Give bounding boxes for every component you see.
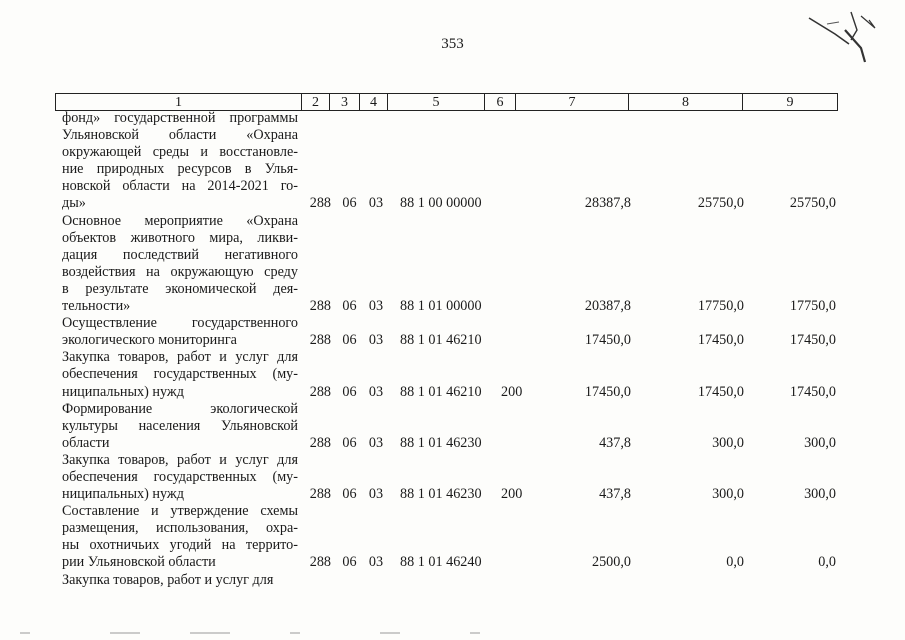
row-name-line: воздействия на окружающую среду: [62, 263, 298, 280]
cell-amount-col9: 17450,0: [789, 383, 836, 400]
row-name-line: ниципальных) нужд: [62, 383, 184, 400]
row-name: [62, 315, 298, 349]
cell-expense-type: 200: [501, 383, 523, 400]
row-name-line: культуры населения Ульяновской: [62, 417, 298, 434]
cell-section: 06: [342, 195, 357, 212]
row-name-line: Ульяновской области «Охрана: [62, 127, 298, 144]
cell-amount-col9: 300,0: [804, 434, 836, 451]
table-row: [62, 315, 837, 349]
row-name-line: рии Ульяновской области: [62, 554, 216, 571]
row-name-line: ниципальных) нужд: [62, 486, 184, 503]
row-name-line: тельности»: [62, 298, 131, 315]
cell-section: 06: [342, 298, 357, 315]
cell-chapter: 288: [309, 298, 331, 315]
cell-amount-col7: 20387,8: [584, 298, 631, 315]
row-name-line: экологического мониторинга: [62, 332, 237, 349]
cell-subsection: 03: [368, 195, 384, 212]
cell-section: 06: [342, 486, 357, 503]
row-name: [62, 213, 298, 316]
cell-subsection: 03: [368, 298, 384, 315]
column-header: 6: [485, 94, 516, 111]
cell-amount-col9: 17450,0: [789, 332, 836, 349]
column-header: 4: [360, 94, 388, 111]
table-row: [62, 572, 837, 589]
cell-amount-col8: 300,0: [712, 434, 744, 451]
row-name-line: Закупка товаров, работ и услуг для: [62, 571, 274, 588]
cell-amount-col9: 300,0: [804, 486, 836, 503]
row-name-line: обеспечения государственных (му-: [62, 366, 298, 383]
row-name: [62, 349, 298, 400]
cell-amount-col8: 17450,0: [697, 332, 744, 349]
row-name-line: Формирование экологической: [62, 400, 298, 417]
handwritten-mark-icon: [805, 10, 885, 65]
cell-amount-col7: 437,8: [599, 486, 631, 503]
table-row: [62, 213, 837, 316]
table-row: [62, 452, 837, 503]
cell-chapter: 288: [309, 332, 331, 349]
row-name-line: в результате экономической дея-: [62, 280, 298, 297]
row-name-line: дация последствий негативного: [62, 246, 298, 263]
row-name-line: Закупка товаров, работ и услуг для: [62, 451, 298, 468]
cell-amount-col7: 437,8: [599, 434, 631, 451]
cell-amount-col9: 0,0: [818, 554, 836, 571]
cell-target-article: 88 1 01 46230: [400, 434, 482, 451]
row-name: [62, 452, 298, 503]
row-name-line: новской области на 2014-2021 го-: [62, 178, 298, 195]
cell-amount-col7: 17450,0: [584, 383, 631, 400]
table-row: [62, 349, 837, 400]
cell-chapter: 288: [309, 554, 331, 571]
column-header-table: [55, 93, 838, 111]
row-name-line: окружающей среды и восстановле-: [62, 144, 298, 161]
page-number: 353: [441, 36, 464, 52]
cell-amount-col8: 0,0: [726, 554, 744, 571]
cell-amount-col9: 25750,0: [789, 195, 836, 212]
cell-target-article: 88 1 01 46210: [400, 383, 482, 400]
cell-target-article: 88 1 01 46210: [400, 332, 482, 349]
column-header-row: [56, 94, 838, 111]
scan-artifact: [0, 632, 905, 634]
column-header: 5: [388, 94, 485, 111]
row-name: [62, 503, 298, 571]
cell-amount-col8: 25750,0: [697, 195, 744, 212]
row-name-line: Основное мероприятие «Охрана: [62, 212, 298, 229]
row-name-line: ны охотничьих угодий на террито-: [62, 537, 298, 554]
row-name-line: обеспечения государственных (му-: [62, 468, 298, 485]
row-name: [62, 110, 298, 213]
table-row: [62, 503, 837, 571]
cell-target-article: 88 1 01 46230: [400, 486, 482, 503]
row-name-line: ние природных ресурсов в Улья-: [62, 161, 298, 178]
cell-target-article: 88 1 00 00000: [400, 195, 482, 212]
cell-chapter: 288: [309, 486, 331, 503]
table-row: [62, 401, 837, 452]
cell-subsection: 03: [368, 332, 384, 349]
row-name: [62, 572, 298, 589]
row-name: [62, 401, 298, 452]
row-name-line: Составление и утверждение схемы: [62, 503, 298, 520]
cell-chapter: 288: [309, 195, 331, 212]
column-header: 1: [56, 94, 302, 111]
cell-amount-col8: 17750,0: [697, 298, 744, 315]
cell-amount-col9: 17750,0: [789, 298, 836, 315]
column-header: 2: [302, 94, 330, 111]
cell-chapter: 288: [309, 383, 331, 400]
cell-amount-col7: 17450,0: [584, 332, 631, 349]
cell-section: 06: [342, 383, 357, 400]
column-header: 9: [743, 94, 838, 111]
cell-subsection: 03: [368, 486, 384, 503]
cell-target-article: 88 1 01 46240: [400, 554, 482, 571]
cell-expense-type: 200: [501, 486, 523, 503]
cell-subsection: 03: [368, 554, 384, 571]
budget-rows: [62, 110, 837, 589]
column-header: 3: [330, 94, 360, 111]
table-row: [62, 110, 837, 213]
row-name-line: ды»: [62, 195, 86, 212]
row-name-line: области: [62, 434, 110, 451]
cell-target-article: 88 1 01 00000: [400, 298, 482, 315]
cell-amount-col7: 2500,0: [591, 554, 631, 571]
row-name-line: размещения, использования, охра-: [62, 520, 298, 537]
cell-amount-col8: 17450,0: [697, 383, 744, 400]
row-name-line: Осуществление государственного: [62, 315, 298, 332]
cell-amount-col8: 300,0: [712, 486, 744, 503]
row-name-line: фонд» государственной программы: [62, 110, 298, 126]
cell-section: 06: [342, 434, 357, 451]
cell-subsection: 03: [368, 434, 384, 451]
row-name-line: объектов животного мира, ликви-: [62, 229, 298, 246]
cell-section: 06: [342, 332, 357, 349]
cell-chapter: 288: [309, 434, 331, 451]
cell-amount-col7: 28387,8: [584, 195, 631, 212]
cell-subsection: 03: [368, 383, 384, 400]
column-header: 7: [516, 94, 629, 111]
column-header: 8: [629, 94, 743, 111]
cell-section: 06: [342, 554, 357, 571]
row-name-line: Закупка товаров, работ и услуг для: [62, 349, 298, 366]
